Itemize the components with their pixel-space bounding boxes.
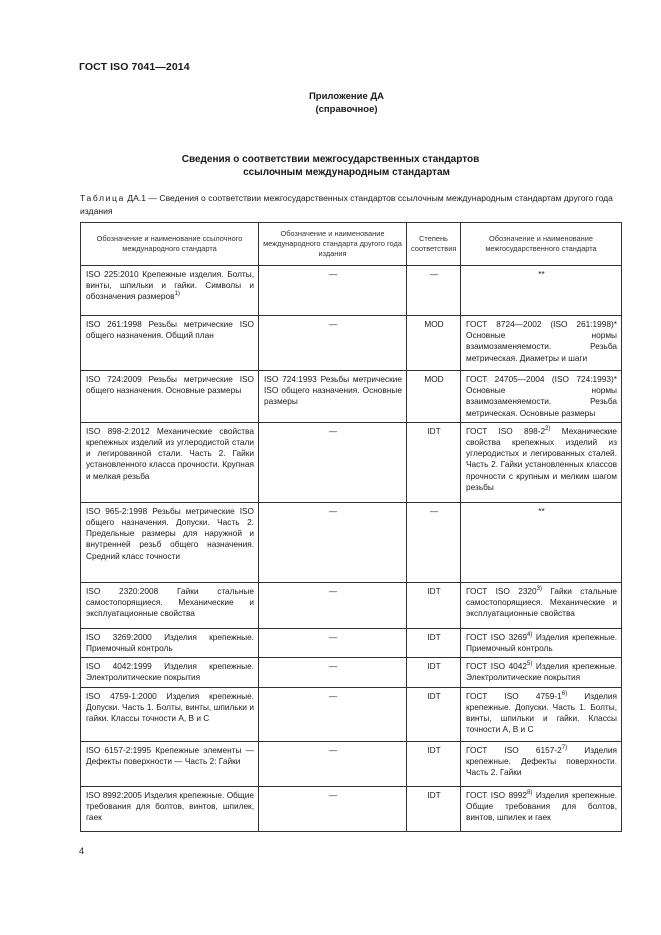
other-year-standard-text: — [328, 661, 338, 672]
interstate-standard-text: ГОСТ ISO 8992 [466, 789, 528, 800]
table-row [81, 687, 622, 741]
interstate-standard-text: ГОСТ ISO 6157-2 [466, 744, 562, 755]
intl-standard-text: ISO 965-2:1998 Резьбы метрические ISO общего назначения. Допуски. Часть 2. Предельные размеры для наружной и внутренней резьб общего назначения. Средний класс точности [86, 505, 254, 561]
cell-interstate-standard [461, 741, 622, 786]
cell-other-year-standard [259, 422, 407, 502]
section-title-line1: Сведения о соответствии межгосударственных стандартов [181, 154, 480, 165]
cell-degree [407, 422, 461, 502]
footnote-ref: 6) [561, 690, 568, 697]
intl-standard-text: ISO 2320:2008 Гайки стальные самостопорящиеся. Механические и эксплуатационные свойства [86, 585, 254, 619]
other-year-standard-text: — [328, 744, 338, 755]
footnote-ref: 1) [174, 291, 180, 298]
table-row [81, 741, 622, 786]
interstate-standard-text: ГОСТ ISO 3269 [466, 631, 528, 642]
section-title-line2: ссылочным международным стандартам [243, 167, 450, 178]
cell-other-year-standard [259, 266, 407, 316]
cell-intl-standard [81, 582, 259, 628]
footnote-ref: 8) [527, 789, 533, 796]
degree-text: IDT [427, 425, 441, 436]
table-row [81, 502, 622, 582]
cell-degree [407, 741, 461, 786]
cell-interstate-standard [461, 266, 622, 316]
table-row [81, 316, 622, 371]
interstate-standard-rest: Изделия крепежные. Дефекты поверхности. Часть 2. Гайки [466, 744, 617, 778]
degree-text: IDT [427, 661, 441, 672]
intl-standard-text: ISO 6157-2:1995 Крепежные элементы — Дефекты поверхности — Часть 2: Гайки [86, 744, 254, 766]
table-header-row [81, 223, 622, 266]
other-year-standard-text: — [328, 505, 338, 516]
cell-intl-standard [81, 502, 259, 582]
header-interstate-standard: Обозначение и наименование межгосударственного стандарта [461, 223, 622, 266]
interstate-standard-text: ГОСТ ISO 2320 [466, 585, 537, 596]
header-other-year-standard: Обозначение и наименование международного стандарта другого года издания [259, 223, 407, 266]
cell-degree [407, 582, 461, 628]
cell-interstate-standard [461, 371, 622, 423]
cell-interstate-standard [461, 316, 622, 371]
footnote-ref: 3) [536, 586, 543, 593]
intl-standard-text: ISO 8992:2005 Изделия крепежные. Общие требования для болтов, винтов, шпилек, гаек [86, 789, 254, 823]
intl-standard-text: ISO 4759-1:2000 Изделия крепежные. Допуски. Часть 1. Болты, винты, шпильки и гайки. Классы точности А, В и С [86, 690, 254, 724]
footnote-ref: 2) [545, 426, 551, 433]
cell-interstate-standard [461, 687, 622, 741]
interstate-standard-text: ГОСТ ISO 4042 [466, 661, 528, 672]
section-title [0, 153, 661, 179]
table-row [81, 658, 622, 687]
appendix-heading [0, 90, 661, 116]
degree-text: MOD [424, 319, 444, 329]
interstate-standard-text: ГОСТ 8724—2002 (ISO 261:1998)* Основные нормы взаимозаменяемости. Резьба метрическая. Диаметры и шаги [466, 319, 617, 363]
intl-standard-text: ISO 3269:2000 Изделия крепежные. Приемочный контроль [86, 631, 254, 654]
interstate-standard-rest: Изделия крепежные. Электролитические покрытия [466, 661, 618, 683]
appendix-title: Приложение ДА [308, 91, 385, 102]
footnote-ref: 7) [561, 744, 568, 751]
table-row [81, 628, 622, 657]
degree-text: IDT [427, 631, 441, 642]
degree-text: IDT [427, 789, 441, 800]
interstate-standard-rest: Гайки стальные самостопорящиеся. Механические и эксплуатационные свойства [466, 585, 617, 619]
degree-text: — [429, 269, 439, 279]
page-number: 4 [79, 846, 85, 856]
cell-degree [407, 786, 461, 831]
footnote-ref: 4) [527, 632, 533, 639]
cell-other-year-standard [259, 316, 407, 371]
cell-interstate-standard [461, 658, 622, 687]
degree-text: IDT [427, 690, 441, 701]
cell-other-year-standard [259, 628, 407, 657]
other-year-standard-text: — [328, 631, 338, 642]
cell-degree [407, 266, 461, 316]
interstate-standard-text: ** [538, 505, 545, 516]
cell-intl-standard [81, 786, 259, 831]
intl-standard-text: ISO 4042:1999 Изделия крепежные. Электролитические покрытия [86, 661, 254, 683]
degree-text: MOD [424, 374, 444, 384]
table-row [81, 422, 622, 502]
cell-intl-standard [81, 628, 259, 657]
document-code: ГОСТ ISO 7041—2014 [79, 61, 190, 73]
cell-degree [407, 502, 461, 582]
cell-other-year-standard [259, 371, 407, 423]
table-row [81, 582, 622, 628]
cell-other-year-standard [259, 687, 407, 741]
header-intl-standard: Обозначение и наименование ссылочного международного стандарта [81, 223, 259, 266]
cell-interstate-standard [461, 502, 622, 582]
table-row [81, 266, 622, 316]
intl-standard-text: ISO 225:2010 Крепежные изделия. Болты, винты, шпильки и гайки. Символы и обозначения размеров [86, 269, 254, 302]
other-year-standard-text: — [328, 690, 338, 701]
degree-text: IDT [427, 744, 441, 755]
cell-degree [407, 628, 461, 657]
cell-other-year-standard [259, 502, 407, 582]
intl-standard-text: ISO 261:1998 Резьбы метрические ISO общего назначения. Общий план [86, 319, 254, 341]
interstate-standard-rest: Изделия крепежные. Допуски. Часть 1. Болты, винты, шпильки и гайки. Классы точности А, В и С [466, 690, 617, 735]
cell-intl-standard [81, 422, 259, 502]
table-caption-text: ДА.1 — Сведения о соответствии межгосударственных стандартов ссылочным международным стандартам другого года издания [80, 193, 613, 216]
interstate-standard-text: ГОСТ ISO 4759-1 [466, 690, 562, 701]
cell-intl-standard [81, 316, 259, 371]
footnote-ref: 5) [527, 661, 533, 668]
other-year-standard-text: — [328, 425, 338, 436]
correspondence-table [80, 222, 622, 832]
degree-text: — [429, 505, 439, 516]
table-row [81, 786, 622, 831]
cell-intl-standard [81, 687, 259, 741]
other-year-standard-text: — [328, 269, 338, 279]
other-year-standard-text: ISO 724:1993 Резьбы метрические ISO общего назначения. Основные размеры [264, 374, 402, 407]
cell-interstate-standard [461, 582, 622, 628]
cell-other-year-standard [259, 741, 407, 786]
cell-other-year-standard [259, 658, 407, 687]
cell-intl-standard [81, 741, 259, 786]
intl-standard-text: ISO 724:2009 Резьбы метрические ISO общего назначения. Основные размеры [86, 374, 254, 396]
cell-interstate-standard [461, 422, 622, 502]
cell-degree [407, 687, 461, 741]
cell-interstate-standard [461, 628, 622, 657]
cell-intl-standard [81, 658, 259, 687]
other-year-standard-text: — [328, 789, 338, 800]
cell-other-year-standard [259, 582, 407, 628]
table-row [81, 371, 622, 423]
cell-intl-standard [81, 371, 259, 423]
intl-standard-text: ISO 898-2:2012 Механические свойства крепежных изделий из углеродистой стали и легированной стали. Часть 2. Гайки установленного класса прочности. Крупная и мелкая резьба [86, 425, 254, 481]
header-degree: Степень соответствия [407, 223, 461, 266]
interstate-standard-text: ** [538, 269, 545, 279]
appendix-subtitle: (справочное) [315, 104, 378, 115]
interstate-standard-text: ГОСТ 24705—2004 (ISO 724:1993)* Основные нормы взаимозаменяемости. Резьба метрическая. Основные размеры [466, 374, 617, 418]
cell-degree [407, 316, 461, 371]
cell-degree [407, 658, 461, 687]
cell-interstate-standard [461, 786, 622, 831]
table-caption [80, 192, 620, 217]
interstate-standard-rest: Изделия крепежные. Приемочный контроль [466, 631, 618, 654]
interstate-standard-text: ГОСТ ISO 898-2 [466, 425, 546, 436]
cell-intl-standard [81, 266, 259, 316]
degree-text: IDT [427, 585, 441, 596]
cell-other-year-standard [259, 786, 407, 831]
table-caption-lead: Таблица [80, 193, 125, 203]
interstate-standard-rest: Изделия крепежные. Общие требования для болтов, винтов, шпилек и гаек [466, 789, 618, 823]
other-year-standard-text: — [328, 585, 338, 596]
other-year-standard-text: — [328, 319, 338, 329]
cell-degree [407, 371, 461, 423]
table-body [81, 266, 622, 832]
interstate-standard-rest: Механические свойства крепежных изделий из углеродистых и легированных сталей. Часть 2. Гайки установленных классов прочности с крупным и мелким шагом резьбы [466, 425, 617, 492]
